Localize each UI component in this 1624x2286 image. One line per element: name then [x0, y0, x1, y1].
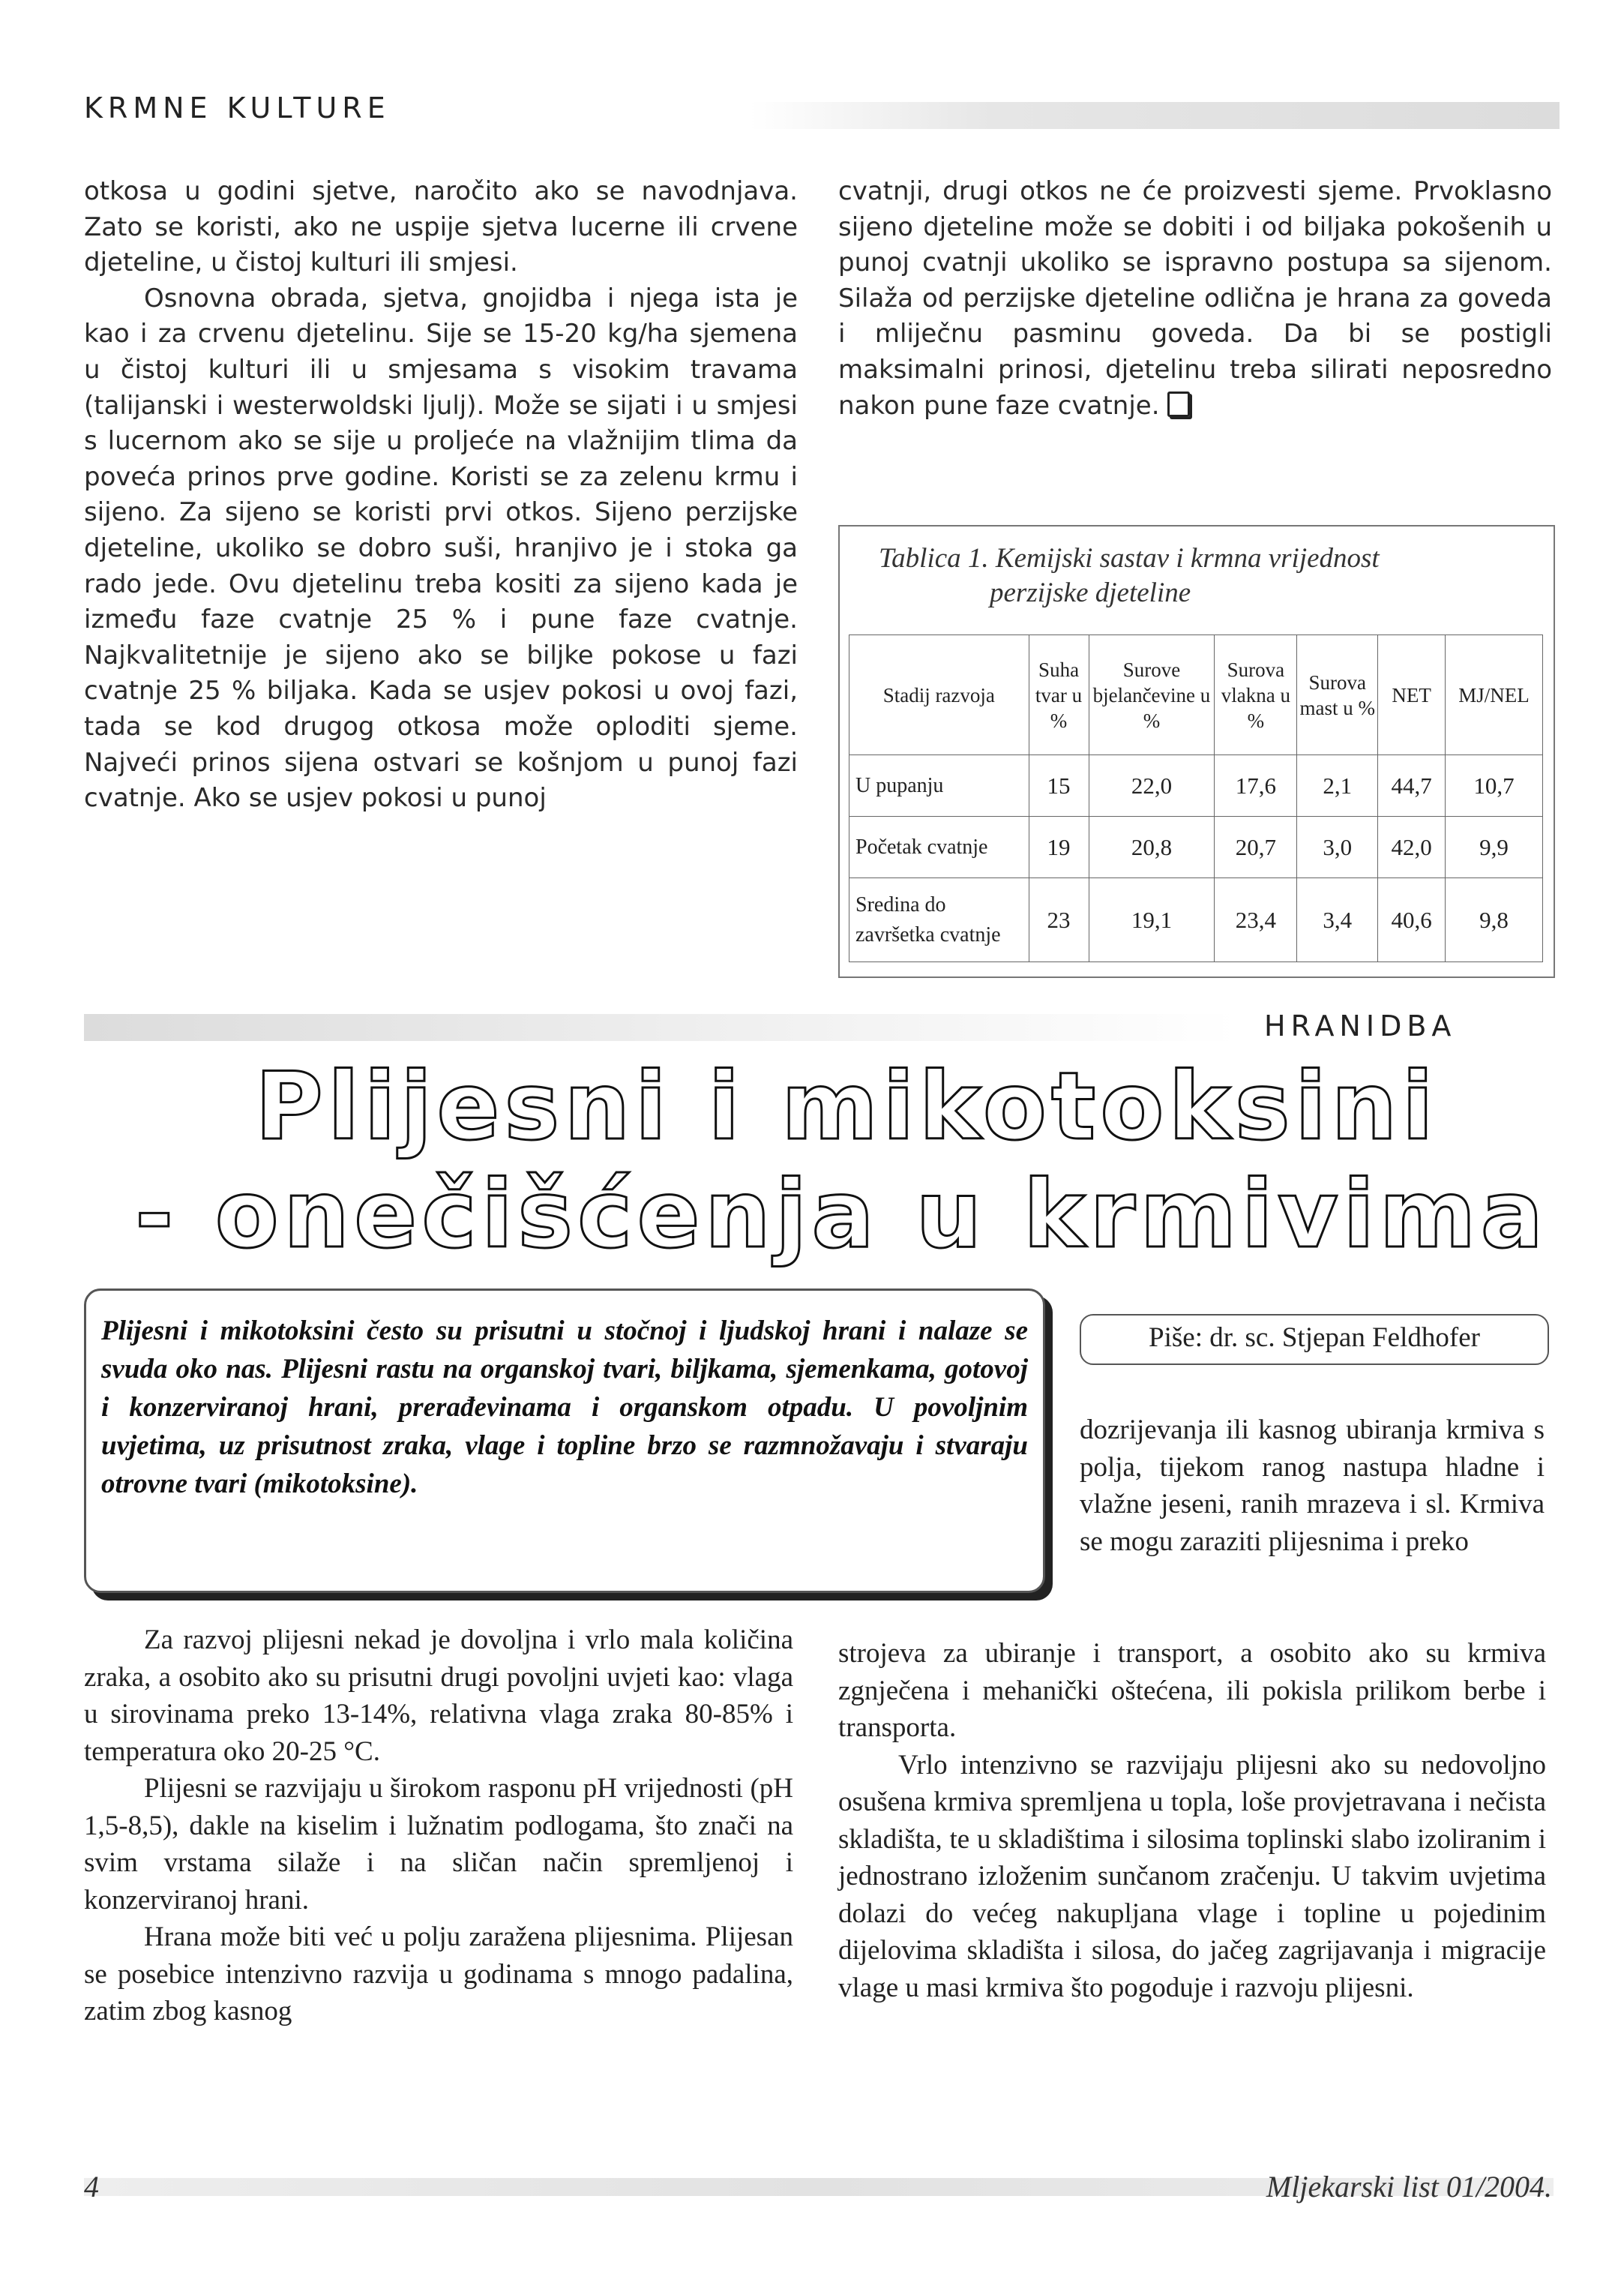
table-cell: 19,1 [1089, 878, 1215, 962]
end-mark-icon [1167, 392, 1190, 417]
table-cell: Sredina do završetka cvatnje [849, 878, 1029, 962]
author-byline: Piše: dr. sc. Stjepan Feldhofer [1080, 1314, 1549, 1365]
lead-box [84, 1288, 1045, 1593]
table-header-row [849, 635, 1543, 755]
lead-text: Plijesni i mikotoksini često su prisutni u stočnoj i ljudskoj hrani i nalaze se svuda oko nas. Plijesni rastu na organskoj tvari, biljkama, sjemenkama, gotovoj i konzerviranoj hrani, prerađevinama i organskom otpadu. U povoljnim uvjetima, uz prisutnost zraka, vlage i topline brzo se razmnožavaju i stvaraju otrovne tvari (mikotoksine). [101, 1316, 1028, 1499]
top-left-column [84, 174, 798, 817]
table-row [849, 755, 1543, 817]
body-paragraph: Za razvoj plijesni nekad je dovoljna i vrlo mala količina zraka, a osobito ako su prisutni drugi povoljni uvjeti kao: vlaga u sirovinama preko 13-14%, relativna vlaga zraka 80-85% i temperatura oko 20-25 °C. [84, 1624, 793, 1767]
article-title-line2: - onečišćenja u krmivima [135, 1161, 1548, 1269]
body-paragraph: strojeva za ubiranje i transport, a osobito ako su krmiva zgnječena i mehanički oštećena, ili pokisla prilikom berbe i transporta. [838, 1638, 1546, 1743]
body-paragraph: Hrana može biti već u polju zaražena plijesnima. Plijesan se posebice intenzivno razvija u godinama s mnogo padalina, zatim zbog kasnog [84, 1922, 793, 2026]
table-cell: Početak cvatnje [849, 817, 1029, 878]
table-cell: 20,7 [1215, 817, 1297, 878]
table-header-cell: Surova vlakna u % [1215, 635, 1297, 755]
table-header-cell: NET [1378, 635, 1446, 755]
top-right-column [838, 174, 1552, 424]
table-cell: 23,4 [1215, 878, 1297, 962]
table-cell: 3,4 [1297, 878, 1378, 962]
table-cell: U pupanju [849, 755, 1029, 817]
page-number: 4 [84, 2170, 99, 2204]
section-rule [84, 1014, 1239, 1041]
bottom-left-column [84, 1622, 793, 2030]
table-cell: 42,0 [1378, 817, 1446, 878]
table-cell: 2,1 [1297, 755, 1378, 817]
table-cell: 20,8 [1089, 817, 1215, 878]
header-rule [750, 102, 1560, 129]
body-paragraph: Vrlo intenzivno se razvijaju plijesni ako su nedovoljno osušena krmiva spremljena u topla, loše provjetravana i nečista skladišta, te u skladištima i silosima toplinski slabo izoliranim i jednostrano izloženim sunčanom zračenju. U takvim uvjetima dolazi do većeg nakupljana vlage i topline u pojedinim dijelovima skladišta i silosa, do jačeg zagrijavanja i migracije vlage u masi krmiva što pogoduje i razvoju plijesni. [838, 1749, 1546, 2003]
table-header-cell: Surove bjelančevine u % [1089, 635, 1215, 755]
table-caption-line1: Tablica 1. Kemijski sastav i krmna vrijednost [879, 543, 1380, 574]
table-header-cell: Stadij razvoja [849, 635, 1029, 755]
table-header-cell: MJ/NEL [1446, 635, 1543, 755]
table-cell: 15 [1029, 755, 1089, 817]
table-cell: 10,7 [1446, 755, 1543, 817]
journal-issue: Mljekarski list 01/2004. [1266, 2170, 1552, 2204]
table-cell: 40,6 [1378, 878, 1446, 962]
table-cell: 3,0 [1297, 817, 1378, 878]
table-cell: 9,9 [1446, 817, 1543, 878]
table-header-cell: Suha tvar u % [1029, 635, 1089, 755]
article-title-line1: Plijesni i mikotoksini [255, 1053, 1438, 1161]
table-cell: 9,8 [1446, 878, 1543, 962]
table-box [838, 525, 1555, 978]
table-row [849, 817, 1543, 878]
top-right-paragraph [838, 174, 1552, 424]
section-label: HRANIDBA [1264, 1010, 1457, 1042]
right-top-paragraph: dozrijevanja ili kasnog ubiranja krmiva s polja, tijekom ranog nastupa hladne i vlažne jeseni, ranih mrazeva i sl. Krmiva se mogu zaraziti plijesnima i preko [1080, 1414, 1545, 1557]
body-paragraph: Plijesni se razvijaju u širokom rasponu pH vrijednosti (pH 1,5-8,5), dakle na kiselim i lužnatim podlogama, što znači na svim vrstama silaže i na sličan način spremljenoj i konzerviranoj hrani. [84, 1773, 793, 1916]
table-caption [840, 542, 1554, 610]
table-cell: 22,0 [1089, 755, 1215, 817]
table-caption-line2: perzijske djeteline [990, 578, 1191, 608]
table-cell: 44,7 [1378, 755, 1446, 817]
table-header-cell: Surova mast u % [1297, 635, 1378, 755]
table-cell: 19 [1029, 817, 1089, 878]
top-right-text: cvatnji, drugi otkos ne će proizvesti sjeme. Prvoklasno sijeno djeteline može se dobiti i od biljaka pokošenih u punoj cvatnji ukoliko se ispravno postupa sa sijenom. Silaža od perzijske djeteline odlična je hrana za goveda i mliječnu pasminu goveda. Da bi se postigli maksimalni prinosi, djetelinu treba silirati neposredno nakon pune faze cvatnje. [838, 176, 1552, 421]
table-cell: 23 [1029, 878, 1089, 962]
data-table [849, 634, 1543, 962]
top-left-paragraph: Osnovna obrada, sjetva, gnojidba i njega ista je kao i za crvenu djetelinu. Sije se 15-20 kg/ha sjemena u čistoj kulturi ili u smjesama s visokim travama (talijanski i westerwoldski ljulj). Može se sijati i u smjesi s lucernom ako se sije u proljeće na vlažnijim tlima da poveća prinos prve godine. Koristi se za zelenu krmu i sijeno. Za sijeno se koristi prvi otkos. Sijeno perzijske djeteline, ukoliko se dobro suši, hranjivo je i stoka ga rado jede. Ovu djetelinu treba kositi za sijeno kada je između faze cvatnje 25 % i pune faze cvatnje. Najkvalitetnije je sijeno ako se biljke pokose u fazi cvatnje 25 % biljaka. Kada se usjev pokosi u ovoj fazi, tada se kod drugog otkosa može oploditi sjeme. Najveći prinos sijena ostvari se košnjom u punoj fazi cvatnje. Ako se usjev pokosi u punoj [84, 283, 798, 814]
top-left-paragraph: otkosa u godini sjetve, naročito ako se navodnjava. Zato se koristi, ako ne uspije sjetva lucerne ili crvene djeteline, u čistoj kulturi ili smjesi. [84, 176, 798, 278]
table-row [849, 878, 1543, 962]
bottom-right-column [838, 1635, 1546, 2006]
section-header: KRMNE KULTURE [84, 92, 391, 124]
right-top-column [1080, 1412, 1545, 1560]
table-cell: 17,6 [1215, 755, 1297, 817]
